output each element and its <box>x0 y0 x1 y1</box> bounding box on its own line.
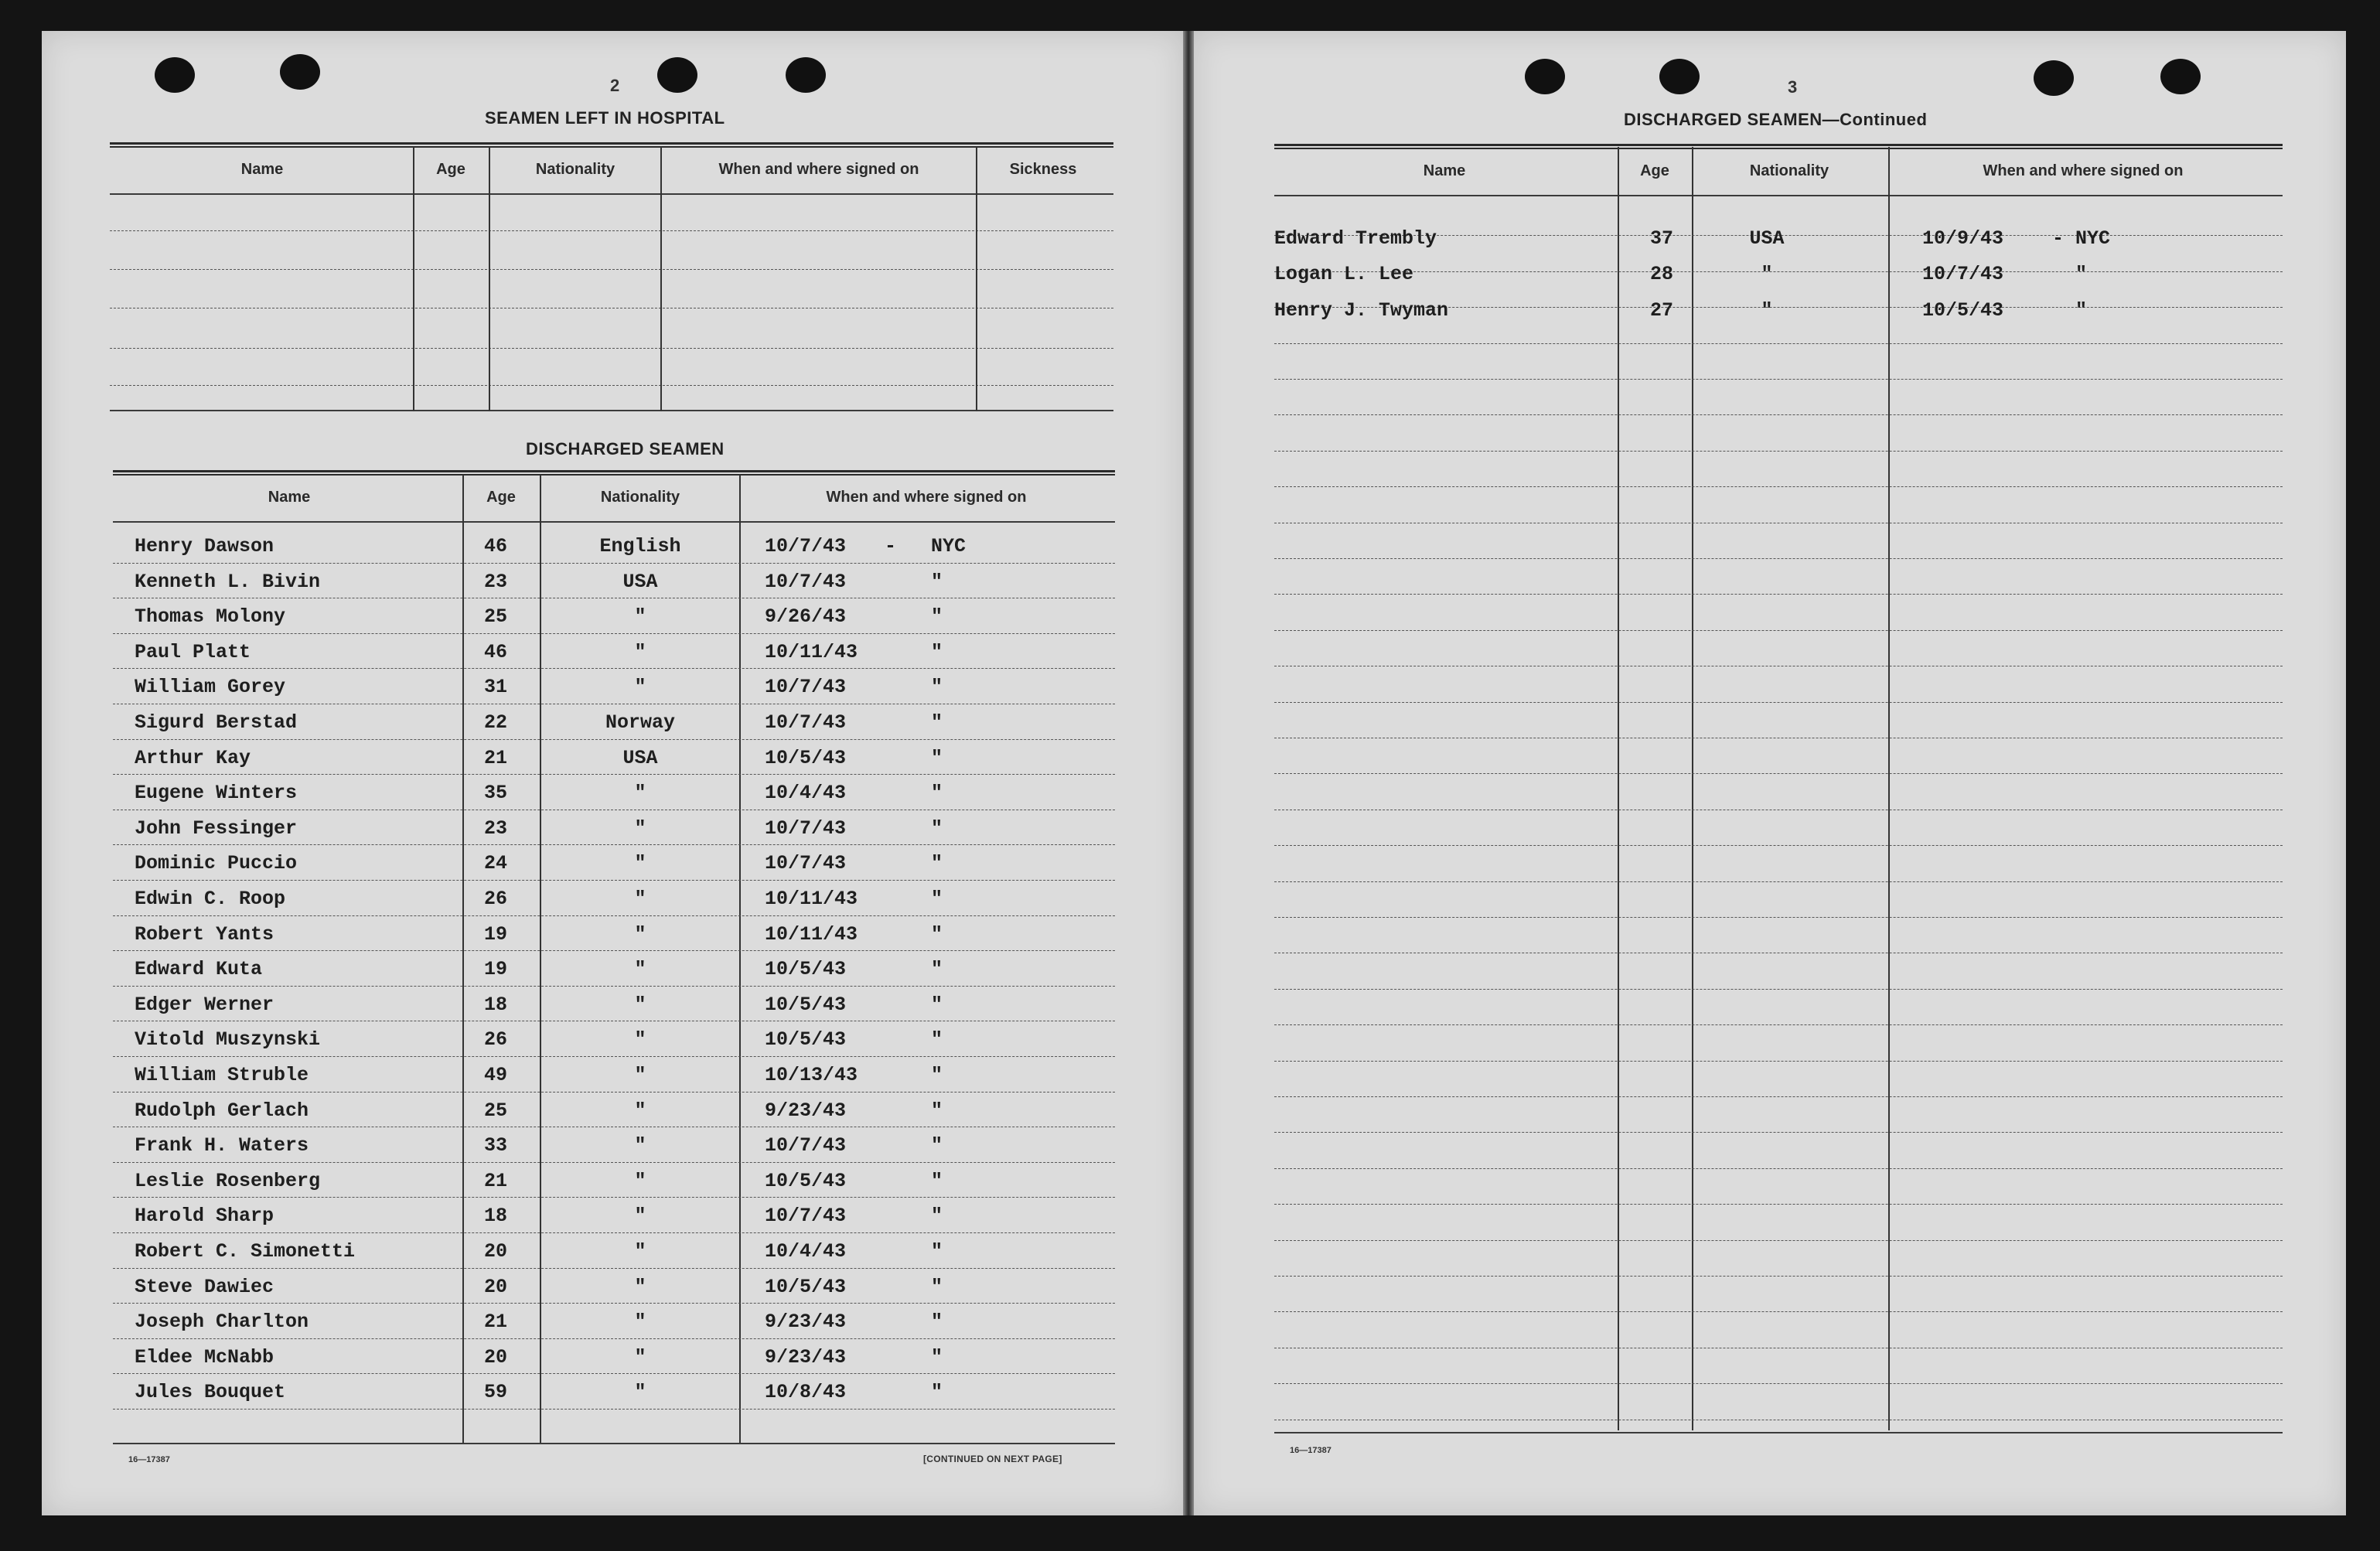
seaman-nationality: " <box>634 1205 646 1227</box>
signed-on-date: 10/7/43 <box>765 1134 847 1157</box>
seaman-nationality: Norway <box>605 711 675 734</box>
hospital-header-rule <box>110 193 1113 195</box>
signed-on-place: " <box>931 1099 943 1122</box>
seaman-nationality: " <box>634 605 646 628</box>
col-head-nationality: Nationality <box>1749 162 1829 179</box>
seaman-name: Joseph Charlton <box>135 1311 309 1333</box>
col-head-name: Name <box>1423 162 1466 179</box>
seaman-name: Henry Dawson <box>135 535 274 557</box>
discharged-header-rule <box>113 521 1115 523</box>
seaman-age: 27 <box>1650 299 1674 322</box>
seaman-age: 49 <box>484 1064 508 1086</box>
hospital-section-title: SEAMEN LEFT IN HOSPITAL <box>485 108 725 128</box>
signed-on-place: " <box>931 1346 943 1369</box>
table-row-line <box>113 844 1115 845</box>
signed-on-place: " <box>931 711 943 734</box>
seaman-nationality: USA <box>622 747 658 769</box>
signed-on-place: " <box>931 1311 943 1333</box>
table-row-line <box>113 1303 1115 1304</box>
signed-on-date: 10/13/43 <box>765 1064 858 1086</box>
signed-on-place: " <box>931 1240 943 1263</box>
binder-hole <box>1525 59 1565 94</box>
seaman-nationality: " <box>634 676 646 698</box>
table-row-line <box>1274 1311 2283 1312</box>
table-row-line <box>113 950 1115 951</box>
table-row-line <box>113 1162 1115 1163</box>
col-head-nationality: Nationality <box>535 161 615 178</box>
signed-on-place: " <box>931 817 943 840</box>
right-col-divider <box>1888 147 1890 1430</box>
col-head-name: Name <box>240 161 284 178</box>
binding-gutter <box>1183 31 1194 1515</box>
table-row-line <box>1274 1061 2283 1062</box>
seaman-age: 26 <box>484 1028 508 1051</box>
signed-on-place: NYC <box>931 535 967 557</box>
table-row-line <box>113 1338 1115 1339</box>
signed-on-date: 10/8/43 <box>765 1381 847 1403</box>
table-row-line <box>1274 1240 2283 1241</box>
seaman-nationality: " <box>634 782 646 804</box>
table-row-line <box>1274 1168 2283 1169</box>
signed-on-date: 10/11/43 <box>765 923 858 946</box>
seaman-nationality: " <box>1761 299 1773 322</box>
signed-on-place: NYC <box>2075 227 2111 250</box>
signed-on-place: " <box>2075 299 2088 322</box>
signed-on-date: 9/26/43 <box>765 605 847 628</box>
seaman-name: Rudolph Gerlach <box>135 1099 309 1122</box>
table-row-line <box>1274 558 2283 559</box>
seaman-age: 25 <box>484 605 508 628</box>
page-number: 3 <box>1788 77 1798 97</box>
signed-on-date: 9/23/43 <box>765 1099 847 1122</box>
signed-on-date: 9/23/43 <box>765 1346 847 1369</box>
signed-on-date: 10/11/43 <box>765 641 858 663</box>
signed-on-date: 10/5/43 <box>765 1170 847 1192</box>
seaman-age: 20 <box>484 1240 508 1263</box>
signed-on-dash: - <box>885 535 897 557</box>
binder-hole <box>1659 59 1700 94</box>
signed-on-place: " <box>931 676 943 698</box>
seaman-age: 22 <box>484 711 508 734</box>
table-row-line <box>1274 414 2283 415</box>
seaman-name: Frank H. Waters <box>135 1134 309 1157</box>
continued-note: [CONTINUED ON NEXT PAGE] <box>923 1454 1062 1464</box>
seaman-nationality: USA <box>622 571 658 593</box>
col-head-age: Age <box>436 161 465 178</box>
signed-on-place: " <box>931 641 943 663</box>
table-row-line <box>1274 343 2283 344</box>
signed-on-date: 9/23/43 <box>765 1311 847 1333</box>
seaman-name: William Gorey <box>135 676 286 698</box>
discharged-section-title: DISCHARGED SEAMEN <box>526 439 725 458</box>
form-code: 16—17387 <box>128 1455 170 1464</box>
table-row-line <box>1274 1383 2283 1384</box>
signed-on-place: " <box>931 888 943 910</box>
seaman-name: Edwin C. Roop <box>135 888 286 910</box>
signed-on-date: 10/7/43 <box>765 817 847 840</box>
seaman-age: 23 <box>484 571 508 593</box>
col-head-age: Age <box>486 489 516 506</box>
seaman-age: 21 <box>484 1170 508 1192</box>
binder-hole <box>2034 60 2074 96</box>
seaman-name: Robert C. Simonetti <box>135 1240 356 1263</box>
section-title-main: DISCHARGED SEAMEN <box>1624 110 1823 129</box>
col-head-nationality: Nationality <box>600 489 680 506</box>
table-row-line <box>113 668 1115 669</box>
signed-on-date: 10/9/43 <box>1922 227 2004 250</box>
hospital-col-divider <box>489 147 490 411</box>
table-row-line <box>1274 989 2283 990</box>
signed-on-date: 10/7/43 <box>765 852 847 874</box>
table-row-line <box>113 739 1115 740</box>
signed-on-place: " <box>931 1381 943 1403</box>
seaman-age: 21 <box>484 747 508 769</box>
seaman-name: John Fessinger <box>135 817 298 840</box>
seaman-age: 46 <box>484 535 508 557</box>
signed-on-place: " <box>931 571 943 593</box>
seaman-age: 18 <box>484 994 508 1016</box>
table-row-line <box>113 986 1115 987</box>
seaman-age: 20 <box>484 1276 508 1298</box>
seaman-age: 46 <box>484 641 508 663</box>
hospital-col-divider <box>413 147 414 411</box>
signed-on-place: " <box>931 852 943 874</box>
seaman-age: 25 <box>484 1099 508 1122</box>
signed-on-place: " <box>931 1028 943 1051</box>
seaman-nationality: " <box>634 923 646 946</box>
binder-hole <box>786 57 826 93</box>
seaman-nationality: " <box>634 888 646 910</box>
table-row-line <box>113 1232 1115 1233</box>
signed-on-place: " <box>931 747 943 769</box>
signed-on-date: 10/7/43 <box>1922 263 2004 285</box>
seaman-age: 18 <box>484 1205 508 1227</box>
seaman-name: Kenneth L. Bivin <box>135 571 321 593</box>
table-row-line <box>1274 1276 2283 1277</box>
seaman-name: Vitold Muszynski <box>135 1028 321 1051</box>
seaman-nationality: " <box>1761 263 1773 285</box>
hospital-row-line <box>110 230 1113 231</box>
seaman-nationality: " <box>634 1381 646 1403</box>
right-header-rule <box>1274 195 2283 196</box>
table-row-line <box>1274 1132 2283 1133</box>
table-row-line <box>1274 486 2283 487</box>
binder-hole <box>155 57 195 93</box>
signed-on-place: " <box>2075 263 2088 285</box>
seaman-nationality: " <box>634 1064 646 1086</box>
seaman-nationality: " <box>634 1134 646 1157</box>
signed-on-place: " <box>931 1134 943 1157</box>
seaman-age: 59 <box>484 1381 508 1403</box>
binder-hole <box>2160 59 2201 94</box>
signed-on-date: 10/7/43 <box>765 571 847 593</box>
continued-section-title <box>1624 110 1927 130</box>
signed-on-date: 10/5/43 <box>765 958 847 980</box>
seaman-nationality: " <box>634 641 646 663</box>
seaman-age: 19 <box>484 923 508 946</box>
signed-on-place: " <box>931 1170 943 1192</box>
signed-on-date: 10/7/43 <box>765 1205 847 1227</box>
seaman-age: 26 <box>484 888 508 910</box>
signed-on-date: 10/7/43 <box>765 676 847 698</box>
seaman-name: Edward Trembly <box>1274 227 1437 250</box>
col-head-sickness: Sickness <box>1009 161 1077 178</box>
table-row-line <box>1274 1204 2283 1205</box>
table-row-line <box>1274 1096 2283 1097</box>
signed-on-place: " <box>931 923 943 946</box>
table-row-line <box>113 915 1115 916</box>
signed-on-place: " <box>931 605 943 628</box>
signed-on-date: 10/5/43 <box>1922 299 2004 322</box>
signed-on-date: 10/5/43 <box>765 1276 847 1298</box>
seaman-name: Robert Yants <box>135 923 274 946</box>
signed-on-date: 10/4/43 <box>765 1240 847 1263</box>
seaman-age: 24 <box>484 852 508 874</box>
table-row-line <box>113 774 1115 775</box>
seaman-nationality: " <box>634 1276 646 1298</box>
signed-on-place: " <box>931 1205 943 1227</box>
seaman-nationality: " <box>634 1170 646 1192</box>
seaman-name: Dominic Puccio <box>135 852 298 874</box>
seaman-name: Henry J. Twyman <box>1274 299 1449 322</box>
discharged-table-bottom-rule <box>113 1443 1115 1444</box>
discharged-col-divider <box>739 475 741 1443</box>
signed-on-place: " <box>931 994 943 1016</box>
table-row-line <box>1274 1024 2283 1025</box>
seaman-nationality: " <box>634 1099 646 1122</box>
table-row-line <box>113 1409 1115 1410</box>
signed-on-date: 10/4/43 <box>765 782 847 804</box>
seaman-name: Edward Kuta <box>135 958 263 980</box>
seaman-name: Harold Sharp <box>135 1205 274 1227</box>
table-row-line <box>1274 773 2283 774</box>
seaman-name: Sigurd Berstad <box>135 711 298 734</box>
seaman-name: Arthur Kay <box>135 747 251 769</box>
col-head-signed-on: When and where signed on <box>1983 162 2184 179</box>
seaman-name: Eldee McNabb <box>135 1346 274 1369</box>
seaman-age: 31 <box>484 676 508 698</box>
seaman-name: William Struble <box>135 1064 309 1086</box>
signed-on-date: 10/11/43 <box>765 888 858 910</box>
seaman-nationality: " <box>634 817 646 840</box>
hospital-table-top-rule <box>110 142 1113 148</box>
seaman-name: Thomas Molony <box>135 605 286 628</box>
table-row-line <box>113 880 1115 881</box>
left-page <box>42 31 1183 1515</box>
page-number: 2 <box>610 76 620 95</box>
seaman-name: Paul Platt <box>135 641 251 663</box>
right-col-divider <box>1618 147 1619 1430</box>
hospital-table-bottom-rule <box>110 410 1113 411</box>
seaman-name: Edger Werner <box>135 994 274 1016</box>
table-row-line <box>113 1092 1115 1093</box>
hospital-row-line <box>110 269 1113 270</box>
seaman-nationality: " <box>634 852 646 874</box>
form-code: 16—17387 <box>1290 1446 1332 1455</box>
hospital-row-line <box>110 385 1113 386</box>
discharged-col-divider <box>462 475 464 1443</box>
seaman-nationality: " <box>634 1240 646 1263</box>
binder-hole <box>280 54 320 90</box>
seaman-name: Leslie Rosenberg <box>135 1170 321 1192</box>
signed-on-date: 10/7/43 <box>765 535 847 557</box>
seaman-age: 20 <box>484 1346 508 1369</box>
signed-on-date: 10/5/43 <box>765 1028 847 1051</box>
table-row-line <box>1274 881 2283 882</box>
table-row-line <box>1274 379 2283 380</box>
table-row-line <box>113 1373 1115 1374</box>
seaman-nationality: " <box>634 1311 646 1333</box>
signed-on-dash: - <box>2052 227 2065 250</box>
right-page <box>1194 31 2346 1515</box>
hospital-row-line <box>110 348 1113 349</box>
signed-on-place: " <box>931 958 943 980</box>
seaman-age: 21 <box>484 1311 508 1333</box>
seaman-name: Logan L. Lee <box>1274 263 1414 285</box>
seaman-nationality: " <box>634 994 646 1016</box>
col-head-age: Age <box>1640 162 1669 179</box>
hospital-col-divider <box>660 147 662 411</box>
table-row-line <box>113 563 1115 564</box>
right-table-bottom-rule <box>1274 1432 2283 1433</box>
signed-on-date: 10/7/43 <box>765 711 847 734</box>
right-col-divider <box>1692 147 1693 1430</box>
seaman-nationality: " <box>634 958 646 980</box>
seaman-nationality: USA <box>1749 227 1785 250</box>
seaman-age: 19 <box>484 958 508 980</box>
signed-on-date: 10/5/43 <box>765 747 847 769</box>
table-row-line <box>113 633 1115 634</box>
seaman-nationality: English <box>599 535 681 557</box>
binder-hole <box>657 57 697 93</box>
signed-on-place: " <box>931 782 943 804</box>
discharged-table-top-rule <box>113 470 1115 476</box>
col-head-signed-on: When and where signed on <box>718 161 919 178</box>
table-row-line <box>1274 630 2283 631</box>
seaman-age: 35 <box>484 782 508 804</box>
section-title-suffix: —Continued <box>1822 110 1928 129</box>
seaman-age: 33 <box>484 1134 508 1157</box>
seaman-nationality: " <box>634 1028 646 1051</box>
table-row-line <box>1274 594 2283 595</box>
signed-on-place: " <box>931 1064 943 1086</box>
table-row-line <box>113 1197 1115 1198</box>
seaman-name: Steve Dawiec <box>135 1276 274 1298</box>
seaman-name: Jules Bouquet <box>135 1381 286 1403</box>
right-table-top-rule <box>1274 144 2283 149</box>
table-row-line <box>1274 702 2283 703</box>
table-row-line <box>113 1268 1115 1269</box>
seaman-name: Eugene Winters <box>135 782 298 804</box>
col-head-signed-on: When and where signed on <box>826 489 1027 506</box>
seaman-nationality: " <box>634 1346 646 1369</box>
signed-on-place: " <box>931 1276 943 1298</box>
seaman-age: 28 <box>1650 263 1674 285</box>
table-row-line <box>113 1056 1115 1057</box>
seaman-age: 37 <box>1650 227 1674 250</box>
seaman-age: 23 <box>484 817 508 840</box>
table-row-line <box>1274 845 2283 846</box>
signed-on-date: 10/5/43 <box>765 994 847 1016</box>
hospital-col-divider <box>976 147 977 411</box>
table-row-line <box>1274 917 2283 918</box>
table-row-line <box>1274 451 2283 452</box>
col-head-name: Name <box>268 489 311 506</box>
